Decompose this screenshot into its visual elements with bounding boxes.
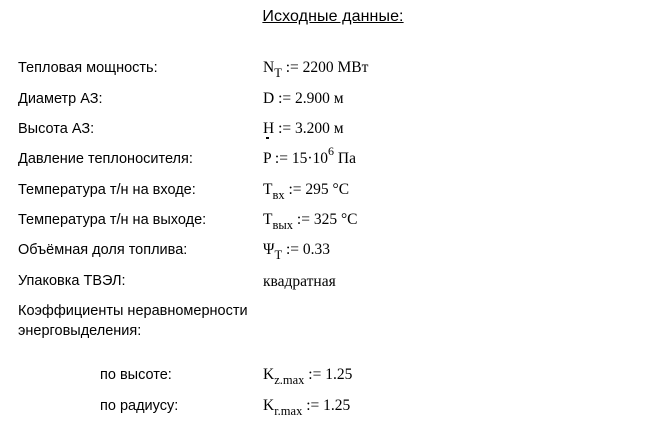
label-by-radius: по радиусу:	[100, 398, 179, 414]
value: := 0.33	[282, 241, 331, 258]
label-outlet-temperature: Температура т/н на выходе:	[18, 212, 207, 228]
symbol: K	[263, 397, 275, 414]
label-fuel-rod-lattice: Упаковка ТВЭЛ:	[18, 273, 126, 289]
formula-outlet-temperature	[263, 211, 358, 232]
formula-inlet-temperature	[263, 181, 350, 202]
formula-thermal-power	[263, 59, 369, 80]
formula-core-height	[263, 120, 344, 138]
value-fuel-rod-lattice: квадратная	[263, 273, 336, 290]
label-coolant-pressure: Давление теплоносителя:	[18, 151, 193, 167]
subscript: вх	[272, 188, 285, 202]
subscript: T	[274, 66, 282, 80]
page-title: Исходные данные:	[262, 8, 404, 25]
label-inlet-temperature: Температура т/н на входе:	[18, 182, 196, 198]
label-by-height: по высоте:	[100, 367, 172, 383]
symbol: Ψ	[263, 241, 275, 258]
superscript: 6	[328, 144, 335, 158]
value: := 2200 МВт	[281, 59, 369, 76]
symbol: P	[263, 150, 272, 167]
formula-coolant-pressure	[263, 144, 356, 168]
label-nonuniformity-line1: Коэффициенты неравномерности	[18, 303, 248, 319]
symbol: N	[263, 59, 275, 76]
formula-by-height	[263, 366, 353, 387]
symbol: H	[263, 120, 275, 137]
formula-fuel-volume-fraction	[263, 241, 331, 262]
subscript: r.max	[274, 404, 303, 418]
symbol: D	[263, 90, 275, 107]
value: := 15·10	[271, 150, 329, 167]
label-fuel-volume-fraction: Объёмная доля топлива:	[18, 242, 188, 258]
unit: Па	[334, 150, 356, 167]
symbol: K	[263, 366, 275, 383]
subscript: T	[274, 248, 283, 262]
formula-by-radius	[263, 397, 351, 418]
value: := 325 °C	[293, 211, 358, 228]
value: := 1.25	[304, 366, 353, 383]
label-nonuniformity-line2: энерговыделения:	[18, 323, 142, 339]
label-core-diameter: Диаметр АЗ:	[18, 91, 103, 107]
subscript: вых	[272, 218, 294, 232]
value: := 2.900 м	[274, 90, 344, 107]
value: := 1.25	[302, 397, 351, 414]
symbol: T	[263, 211, 273, 228]
symbol: T	[263, 181, 273, 198]
value: := 295 °C	[284, 181, 350, 198]
label-thermal-power: Тепловая мощность:	[18, 60, 158, 76]
formula-core-diameter	[263, 90, 344, 108]
subscript: z.max	[274, 373, 305, 387]
label-core-height: Высота АЗ:	[18, 121, 95, 137]
value: := 3.200 м	[274, 120, 344, 137]
